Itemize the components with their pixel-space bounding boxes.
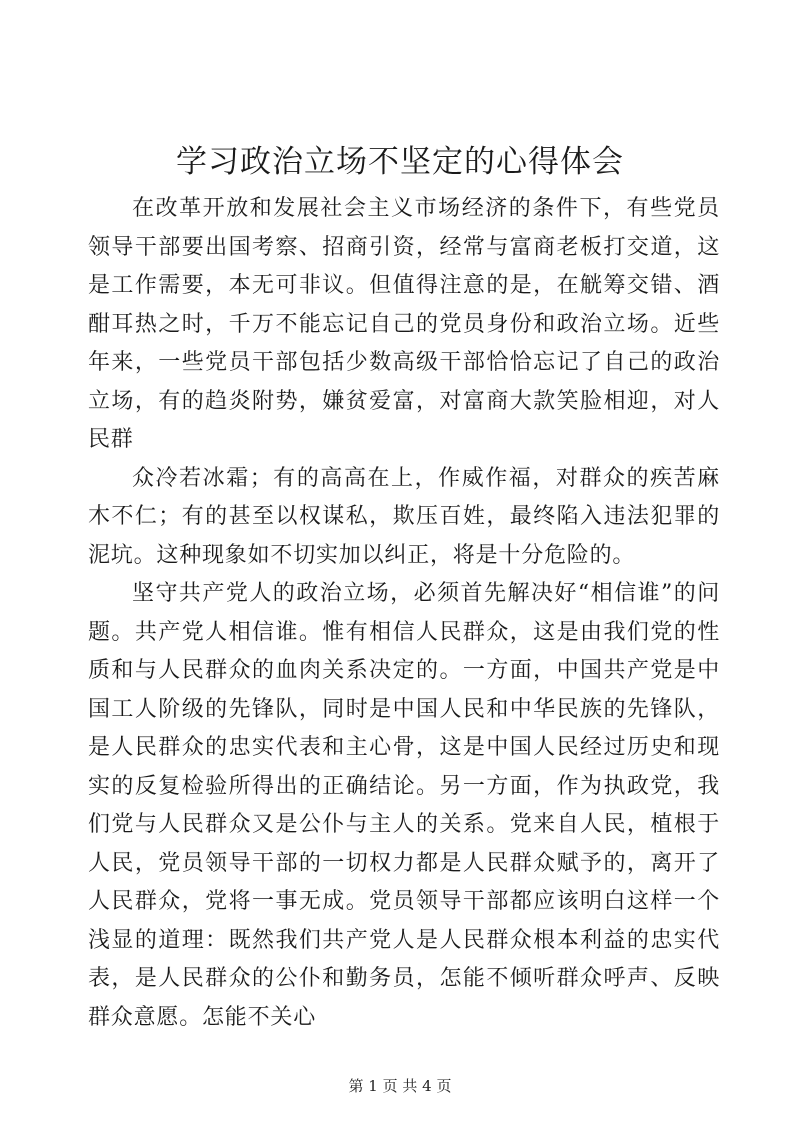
- paragraph-2: 众冷若冰霜；有的高高在上，作威作福，对群众的疾苦麻木不仁；有的甚至以权谋私，欺压百姓，最终陷入违法犯罪的泥坑。这种现象如不切实加以纠正，将是十分危险的。: [88, 465, 720, 568]
- page-footer: 第 1 页 共 4 页: [348, 1077, 452, 1095]
- document-body: [88, 190, 720, 1037]
- paragraph-3: 坚守共产党人的政治立场，必须首先解决好“相信谁”的问题。共产党人相信谁。惟有相信人民群众，这是由我们党的性质和与人民群众的血肉关系决定的。一方面，中国共产党是中国工人阶级的先锋队，同时是中国人民和中华民族的先锋队，是人民群众的忠实代表和主心骨，这是中国人民经过历史和现实的反复检验所得出的正确结论。另一方面，作为执政党，我们党与人民群众又是公仆与主人的关系。党来自人民，植根于人民，党员领导干部的一切权力都是人民群众赋予的，离开了人民群众，党将一事无成。党员领导干部都应该明白这样一个浅显的道理：既然我们共产党人是人民群众根本利益的忠实代表，是人民群众的公仆和勤务员，怎能不倾听群众呼声、反映群众意愿。怎能不关心: [88, 581, 720, 1030]
- paragraph-1: 在改革开放和发展社会主义市场经济的条件下，有些党员领导干部要出国考察、招商引资，经常与富商老板打交道，这是工作需要，本无可非议。但值得注意的是，在觥筹交错、酒酣耳热之时，千万不能忘记自己的党员身份和政治立场。近些年来，一些党员干部包括少数高级干部恰恰忘记了自己的政治立场，有的趋炎附势，嫌贫爱富，对富商大款笑脸相迎，对人民群: [88, 196, 720, 452]
- document-title: 学习政治立场不坚定的心得体会: [176, 144, 624, 180]
